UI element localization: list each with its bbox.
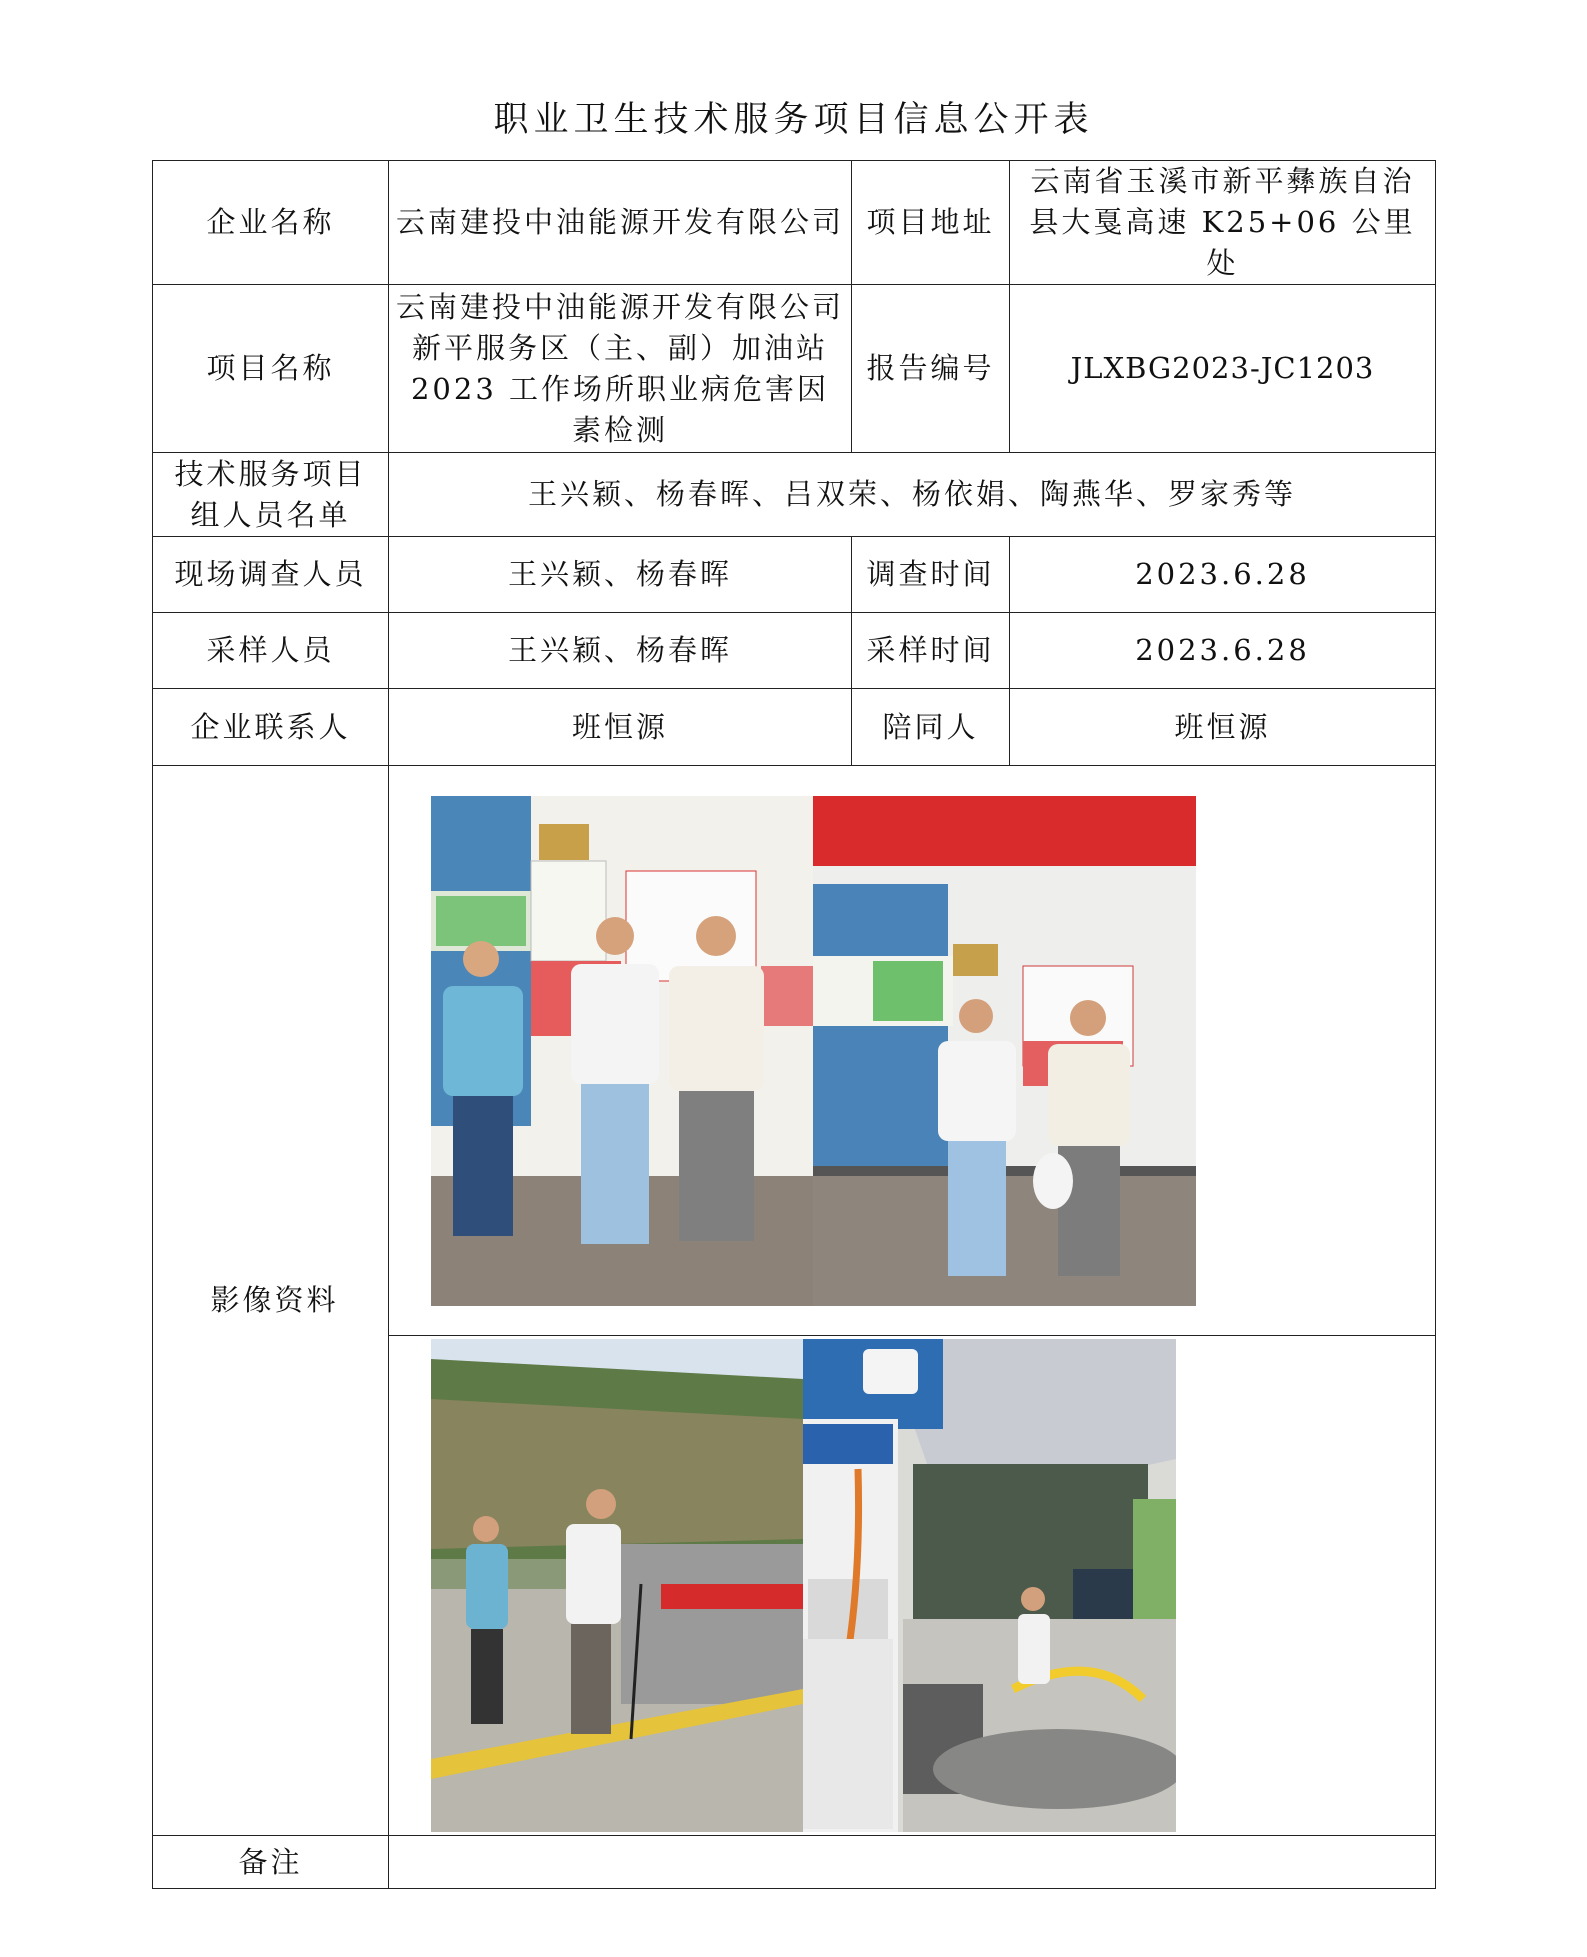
remarks-label: 备注 (153, 1836, 389, 1889)
team-value: 王兴颖、杨春晖、吕双荣、杨依娟、陶燕华、罗家秀等 (389, 453, 1436, 537)
company-value: 云南建投中油能源开发有限公司 (389, 161, 852, 285)
page-title: 职业卫生技术服务项目信息公开表 (493, 100, 1094, 140)
photo-cell-top (389, 766, 1436, 1336)
survey-time-value: 2023.6.28 (1010, 537, 1436, 613)
report-label: 报告编号 (852, 285, 1010, 453)
companion-value: 班恒源 (1010, 689, 1436, 766)
project-label: 项目名称 (153, 285, 389, 453)
contact-value: 班恒源 (389, 689, 852, 766)
info-table (152, 160, 1436, 1889)
survey-people-label: 现场调查人员 (153, 537, 389, 613)
report-value: JLXBG2023-JC1203 (1010, 285, 1436, 453)
images-label: 影像资料 (153, 766, 389, 1836)
contact-label: 企业联系人 (153, 689, 389, 766)
project-value: 云南建投中油能源开发有限公司新平服务区（主、副）加油站 2023 工作场所职业病危害因素检测 (389, 285, 852, 453)
team-label: 技术服务项目组人员名单 (153, 453, 389, 537)
photo-cell-bottom (389, 1336, 1436, 1836)
photo-group-indoor-1 (431, 796, 813, 1306)
remarks-value (389, 1836, 1436, 1889)
photo-group-indoor-2 (813, 796, 1196, 1306)
sampling-people-label: 采样人员 (153, 613, 389, 689)
sampling-time-value: 2023.6.28 (1010, 613, 1436, 689)
sampling-time-label: 采样时间 (852, 613, 1010, 689)
company-label: 企业名称 (153, 161, 389, 285)
sampling-people-value: 王兴颖、杨春晖 (389, 613, 852, 689)
companion-label: 陪同人 (852, 689, 1010, 766)
survey-time-label: 调查时间 (852, 537, 1010, 613)
address-value: 云南省玉溪市新平彝族自治县大戛高速 K25+06 公里处 (1010, 161, 1436, 285)
address-label: 项目地址 (852, 161, 1010, 285)
photo-sampling-fuel-pump (803, 1339, 1176, 1832)
photo-sampling-tank-area (431, 1339, 803, 1832)
survey-people-value: 王兴颖、杨春晖 (389, 537, 852, 613)
